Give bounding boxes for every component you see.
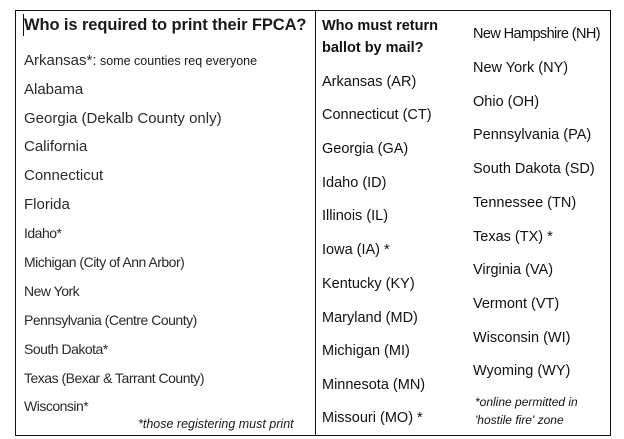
state-item: Illinois (IL): [322, 208, 389, 224]
state-name: Arkansas*:: [24, 52, 97, 69]
state-item: Pennsylvania (PA): [473, 127, 592, 143]
list-item: Idaho*: [24, 225, 62, 241]
state-item: Virginia (VA): [473, 262, 554, 278]
state-item: Iowa (IA) *: [322, 242, 390, 258]
right-section-title-line1: Who must return: [322, 18, 438, 34]
left-footnote: *those registering must print: [138, 417, 294, 431]
state-item: Tennessee (TN): [473, 195, 577, 211]
state-item: Missouri (MO) *: [322, 410, 423, 426]
left-column-title: Who is required to print their FPCA?: [24, 16, 307, 34]
state-item: Georgia (GA): [322, 141, 409, 157]
state-item: Connecticut (CT): [322, 107, 432, 123]
state-item: New Hampshire (NH): [473, 26, 600, 42]
state-item: Ohio (OH): [473, 94, 540, 110]
list-item: New York: [24, 283, 80, 299]
right-section-title-line2: ballot by mail?: [322, 40, 424, 56]
state-item: Arkansas (AR): [322, 74, 417, 90]
arkansas-note: some counties req everyone: [96, 54, 258, 68]
state-item: Idaho (ID): [322, 175, 387, 191]
state-item: South Dakota (SD): [473, 161, 595, 177]
list-item-arkansas: [24, 53, 257, 68]
state-item: Michigan (MI): [322, 343, 410, 359]
state-item: Kentucky (KY): [322, 276, 415, 292]
list-item: Wisconsin*: [24, 398, 89, 414]
state-item: Vermont (VT): [473, 296, 560, 312]
column-divider: [315, 10, 316, 436]
list-item: California: [24, 138, 88, 155]
list-item: Georgia (Dekalb County only): [24, 110, 222, 127]
state-item: New York (NY): [473, 60, 569, 76]
list-item: Texas (Bexar & Tarrant County): [24, 370, 205, 386]
list-item: Connecticut: [24, 167, 104, 184]
state-item: Wisconsin (WI): [473, 330, 571, 346]
list-item: South Dakota*: [24, 341, 108, 357]
list-item: Michigan (City of Ann Arbor): [24, 254, 185, 270]
list-item: Alabama: [24, 81, 84, 98]
state-item: Wyoming (WY): [473, 363, 571, 379]
state-item: Texas (TX) *: [473, 229, 553, 245]
right-note-line1: *online permitted in: [475, 395, 578, 409]
state-item: Minnesota (MN): [322, 377, 426, 393]
list-item: Florida: [24, 196, 70, 213]
list-item: Pennsylvania (Centre County): [24, 312, 197, 328]
right-note-line2: 'hostile fire' zone: [475, 413, 564, 427]
state-item: Maryland (MD): [322, 310, 418, 326]
